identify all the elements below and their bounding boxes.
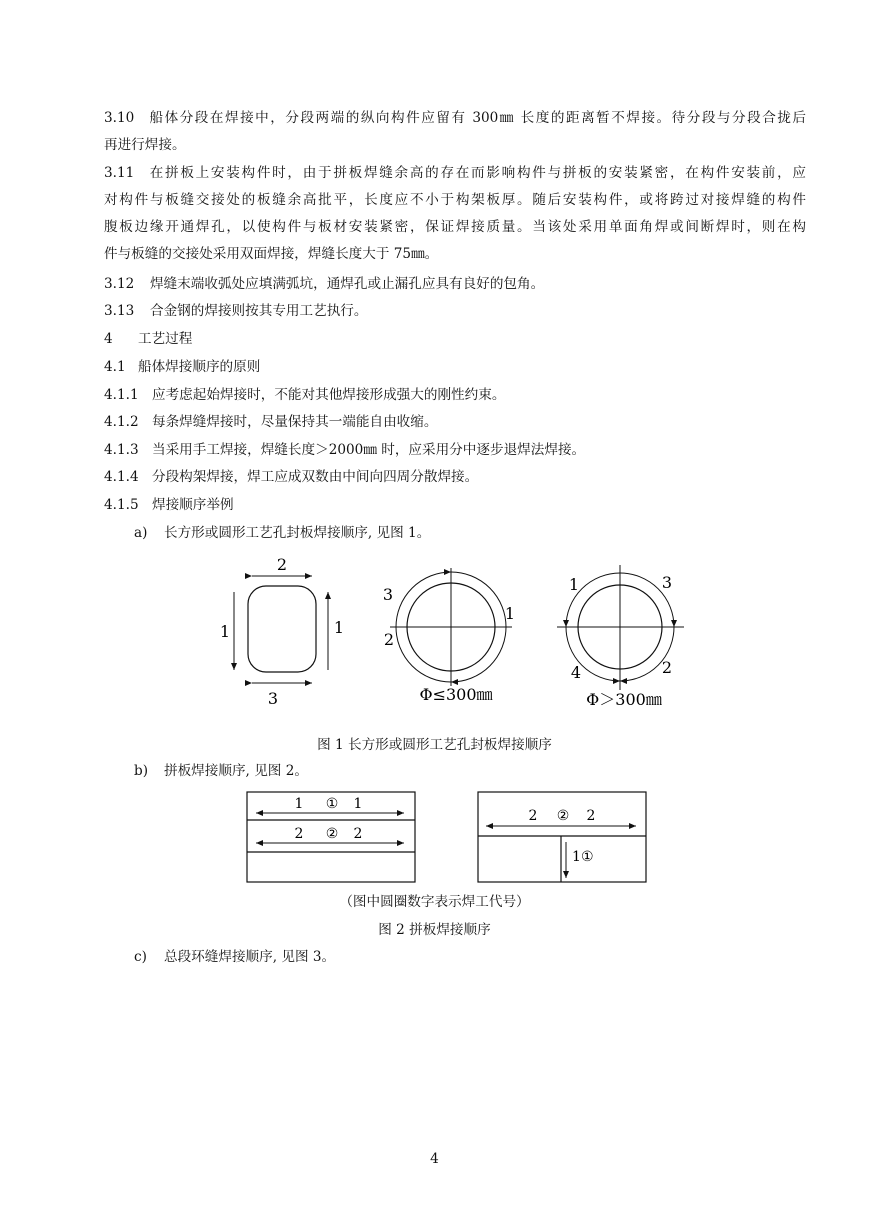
paragraph-text: 应考虑起始焊接时，不能对其他焊接形成强大的刚性约束。	[152, 387, 506, 403]
rectangular-hole-outline	[248, 586, 316, 672]
weld-arc-3	[396, 572, 451, 627]
item-letter: b)	[134, 763, 149, 779]
paragraph-text: 在拼板上安装构件时，由于拼板焊缝余高的存在而影响构件与拼板的安装紧密，在构件安装前，应	[148, 165, 806, 181]
clause-number: 3.10	[104, 110, 135, 126]
figure-1-caption: 图 1 长方形或圆形工艺孔封板焊接顺序	[317, 737, 552, 753]
clause-number: 3.11	[104, 165, 135, 181]
rect-label-right: 1	[333, 618, 345, 637]
weld-seq-label: 1	[353, 796, 363, 812]
welder-code: ①	[325, 796, 339, 812]
plate-outline	[478, 792, 646, 882]
clause-number: 4.1.4	[104, 469, 139, 485]
clause-number: 4.1.3	[104, 442, 139, 458]
paragraph-text: 件与板缝的交接处采用双面焊接，焊缝长度大于 75㎜。	[104, 246, 439, 262]
list-item-b	[134, 758, 308, 785]
paragraph-text: 再进行焊接。	[104, 137, 186, 153]
clause-number: 3.13	[104, 303, 135, 319]
paragraph-text: 分段构架焊接，焊工应成双数由中间向四周分散焊接。	[152, 469, 479, 485]
paragraph-text: 对构件与板缝交接处的板缝余高批平，长度应不小于构架板厚。随后安装构件，或将跨过对接焊缝的构件	[104, 192, 806, 208]
circle-label-1: 1	[568, 575, 580, 594]
welder-code: ①	[581, 849, 594, 865]
paragraph-text: 当采用手工焊接，焊缝长度＞2000㎜ 时，应采用分中逐步退焊法焊接。	[152, 442, 586, 458]
rect-label-left: 1	[219, 622, 231, 641]
paragraph-text: 腹板边缘开通焊孔，以使构件与板材安装紧密，保证焊接质量。当该处采用单面角焊或间断焊时，则在构	[104, 219, 806, 235]
paragraph-text: 船体分段在焊接中，分段两端的纵向构件应留有 300㎜ 长度的距离暂不焊接。待分段与分段合拢后	[148, 110, 806, 126]
item-letter: c)	[134, 949, 147, 965]
list-item-c	[134, 944, 335, 971]
circle-label-2: 2	[661, 658, 673, 677]
welder-code: ②	[556, 808, 570, 824]
weld-seq-label: 1	[294, 796, 304, 812]
page-number: 4	[430, 1151, 439, 1167]
large-circle-hole-diagram	[557, 565, 684, 709]
circle-label-1: 1	[504, 604, 516, 623]
paragraph-text: 焊缝末端收弧处应填满弧坑，通焊孔或止漏孔应具有良好的包角。	[150, 276, 545, 292]
paragraph-text: 每条焊缝焊接时，尽量保持其一端能自由收缩。	[152, 414, 438, 430]
small-circle-hole-diagram	[383, 568, 515, 704]
circle-label-3: 3	[661, 573, 673, 592]
item-text: 总段环缝焊接顺序, 见图 3。	[164, 949, 336, 965]
circle-label-3: 3	[382, 585, 394, 604]
paragraph-text: 焊接顺序举例	[152, 497, 234, 513]
weld-arc-1a	[451, 572, 506, 627]
item-text: 拼板焊接顺序, 见图 2。	[164, 763, 308, 779]
weld-seq-label: 2	[353, 826, 363, 842]
figure-2-note: （图中圆圈数字表示焊工代号）	[339, 894, 530, 910]
clause-number: 4.1.1	[104, 387, 139, 403]
clause-number: 3.12	[104, 276, 135, 292]
weld-arc-1b	[451, 627, 506, 682]
item-text: 长方形或圆形工艺孔封板焊接顺序, 见图 1。	[164, 525, 431, 541]
clause-number: 4.1	[104, 359, 126, 375]
circle-label-2: 2	[383, 630, 395, 649]
weld-seq-label: 2	[294, 826, 304, 842]
heading-text: 工艺过程	[138, 331, 193, 347]
small-circle-condition: Φ≤300㎜	[419, 685, 493, 704]
welder-code: ②	[325, 826, 339, 842]
weld-arc-2	[396, 627, 451, 682]
weld-seq-label: 2	[528, 808, 538, 824]
paragraph-text: 合金钢的焊接则按其专用工艺执行。	[150, 303, 368, 319]
figure-2-right-panel	[478, 792, 646, 882]
clause-number: 4.1.2	[104, 414, 139, 430]
figure-2-caption: 图 2 拼板焊接顺序	[378, 922, 491, 938]
clause-number: 4	[104, 331, 113, 347]
large-circle-condition: Φ＞300㎜	[586, 690, 662, 709]
weld-seq-label: 1	[572, 849, 581, 865]
item-letter: a)	[134, 525, 148, 541]
circle-label-4: 4	[570, 663, 582, 682]
rectangular-hole-diagram	[220, 555, 344, 708]
figure-2-left-panel	[247, 792, 415, 882]
rect-label-bottom: 3	[267, 689, 279, 708]
clause-number: 4.1.5	[104, 497, 139, 513]
weld-seq-label: 2	[586, 808, 596, 824]
heading-text: 船体焊接顺序的原则	[138, 359, 261, 375]
rect-label-top: 2	[276, 555, 288, 574]
